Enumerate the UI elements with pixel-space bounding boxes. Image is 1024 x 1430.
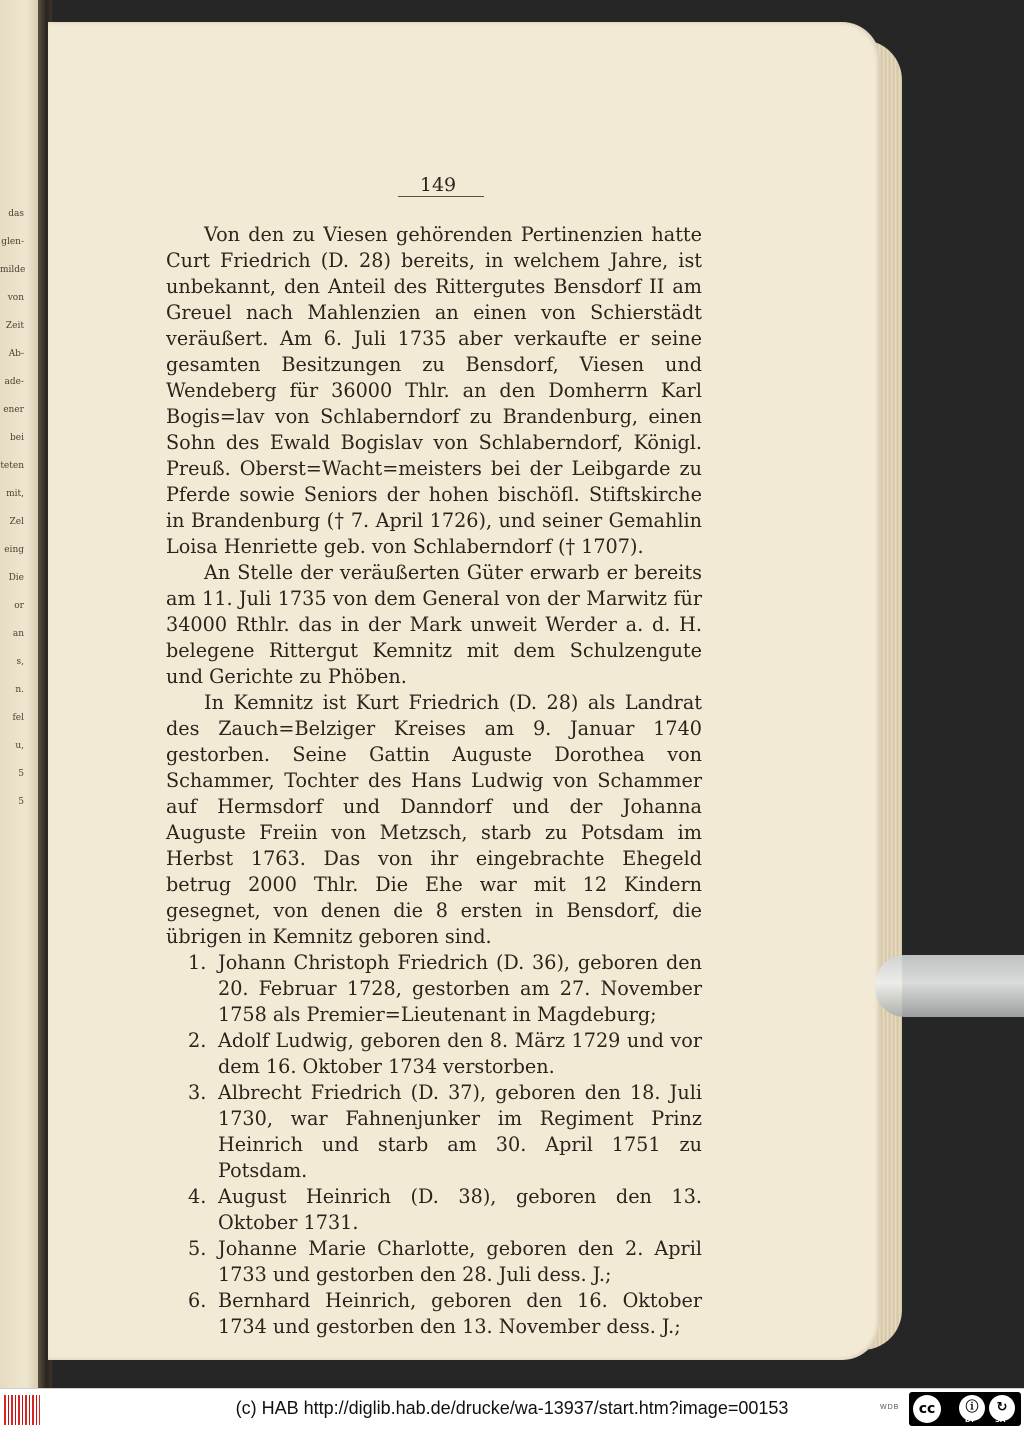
sa-label: SA <box>995 1416 1006 1424</box>
list-text: Johanne Marie Charlotte, geboren den 2. April 1733 und gestorben den 28. Juli dess. J.; <box>218 1237 702 1286</box>
left-margin-fragment: das <box>8 209 24 219</box>
left-margin-fragment: an <box>12 629 24 639</box>
left-margin-fragment: 5 <box>18 769 24 779</box>
list-number: 6. <box>188 1289 207 1312</box>
attribution-icon: ⓘ <box>959 1395 985 1421</box>
left-page-margin-text <box>0 200 24 816</box>
list-text: Bernhard Heinrich, geboren den 16. Oktober 1734 und gestorben den 13. November dess. J.; <box>218 1289 702 1338</box>
page-number: 149 <box>419 174 457 196</box>
left-margin-fragment: milde <box>0 265 26 275</box>
left-margin-fragment: teten <box>0 461 24 471</box>
list-text: Johann Christoph Friedrich (D. 36), geboren den 20. Februar 1728, gestorben am 27. November 1758 als Premier=Lieutenant in Magdeburg; <box>218 951 702 1026</box>
share-alike-icon: ↻ <box>989 1395 1015 1421</box>
list-item <box>166 1236 702 1288</box>
left-margin-fragment: von <box>7 293 24 303</box>
left-margin-fragment: Zel <box>9 517 24 527</box>
viewer-footer <box>0 1388 1024 1430</box>
cc-icon: cc <box>913 1395 941 1423</box>
left-margin-fragment: glen- <box>1 237 24 247</box>
left-margin-fragment: Die <box>8 573 24 583</box>
paragraph: In Kemnitz ist Kurt Friedrich (D. 28) als Landrat des Zauch=Belziger Kreises am 9. Januar 1740 gestorben. Seine Gattin Auguste Dorothea von Schammer, Tochter des Hans Ludwig von Schammer auf Hermsdorf und Danndorf und der Johanna Auguste Freiin von Metzsch, starb zu Potsdam im Herbst 1763. Das von ihr eingebrachte Ehegeld betrug 2000 Thlr. Die Ehe war mit 12 Kindern gesegnet, von denen die 8 ersten in Bensdorf, die übrigen in Kemnitz geboren sind. <box>166 691 702 948</box>
citation-link[interactable]: (c) HAB http://diglib.hab.de/drucke/wa-13937/start.htm?image=00153 <box>235 1398 789 1418</box>
list-number: 3. <box>188 1081 207 1104</box>
left-margin-fragment: Ab- <box>8 349 24 359</box>
list-item <box>166 1184 702 1236</box>
list-number: 4. <box>188 1185 207 1208</box>
list-item <box>166 1288 702 1340</box>
list-number: 2. <box>188 1029 207 1052</box>
left-margin-fragment: or <box>14 601 24 611</box>
list-text: Albrecht Friedrich (D. 37), geboren den 18. Juli 1730, war Fahnenjunker im Regiment Prinz Heinrich und starb am 30. April 1751 zu Potsdam. <box>218 1081 702 1182</box>
paragraph: Von den zu Viesen gehörenden Pertinenzien hatte Curt Friedrich (D. 28) bereits, in welchem Jahre, ist unbekannt, den Anteil des Rittergutes Bensdorf II am Greuel nach Mahlenzien an einen von Schierstädt veräußert. Am 6. Juli 1735 aber verkaufte er seine gesamten Besitzungen zu Bensdorf, Viesen und Wendeberg für 36000 Thlr. an den Domherrn Karl Bogis=lav von Schlaberndorf zu Brandenburg, einen Sohn des Ewald Bogislav von Schlaberndorf, Königl. Preuß. Oberst=Wacht=meisters bei der Leibgarde zu Pferde sowie Seniors der hohen bischöfl. Stiftskirche in Brandenburg († 7. April 1726), und seiner Gemahlin Loisa Henriette geb. von Schlaberndorf († 1707). <box>166 223 702 558</box>
paragraph: An Stelle der veräußerten Güter erwarb er bereits am 11. Juli 1735 von dem General von der Marwitz für 34000 Rthlr. das in der Mark unweit Werder a. d. H. belegene Rittergut Kemnitz mit dem Schulzengute und Gerichte zu Phöben. <box>166 561 702 688</box>
list-item <box>166 1080 702 1184</box>
page-clip <box>875 955 1024 1017</box>
list-item <box>166 1028 702 1080</box>
list-number: 1. <box>188 951 207 974</box>
left-margin-fragment: n. <box>15 685 24 695</box>
list-number: 5. <box>188 1237 207 1260</box>
list-item <box>166 950 702 1028</box>
left-margin-fragment: mit, <box>6 489 24 499</box>
left-margin-fragment: 5 <box>18 797 24 807</box>
left-margin-fragment: ener <box>3 405 24 415</box>
left-margin-fragment: u, <box>15 741 24 751</box>
list-text: Adolf Ludwig, geboren den 8. März 1729 und vor dem 16. Oktober 1734 verstorben. <box>218 1029 702 1078</box>
left-margin-fragment: Zeit <box>5 321 24 331</box>
children-list <box>166 950 702 1340</box>
left-margin-fragment: fel <box>12 713 24 723</box>
left-margin-fragment: bei <box>10 433 24 443</box>
left-margin-fragment: ade- <box>4 377 24 387</box>
left-margin-fragment: eing <box>4 545 24 555</box>
cc-license-badge[interactable] <box>909 1392 1021 1426</box>
list-text: August Heinrich (D. 38), geboren den 13. Oktober 1731. <box>218 1185 702 1234</box>
page-number-rule <box>398 196 484 197</box>
left-margin-fragment: s, <box>16 657 24 667</box>
page-body <box>166 222 702 1340</box>
wdb-mark: WDB <box>880 1404 900 1411</box>
by-label: BY <box>965 1416 976 1424</box>
